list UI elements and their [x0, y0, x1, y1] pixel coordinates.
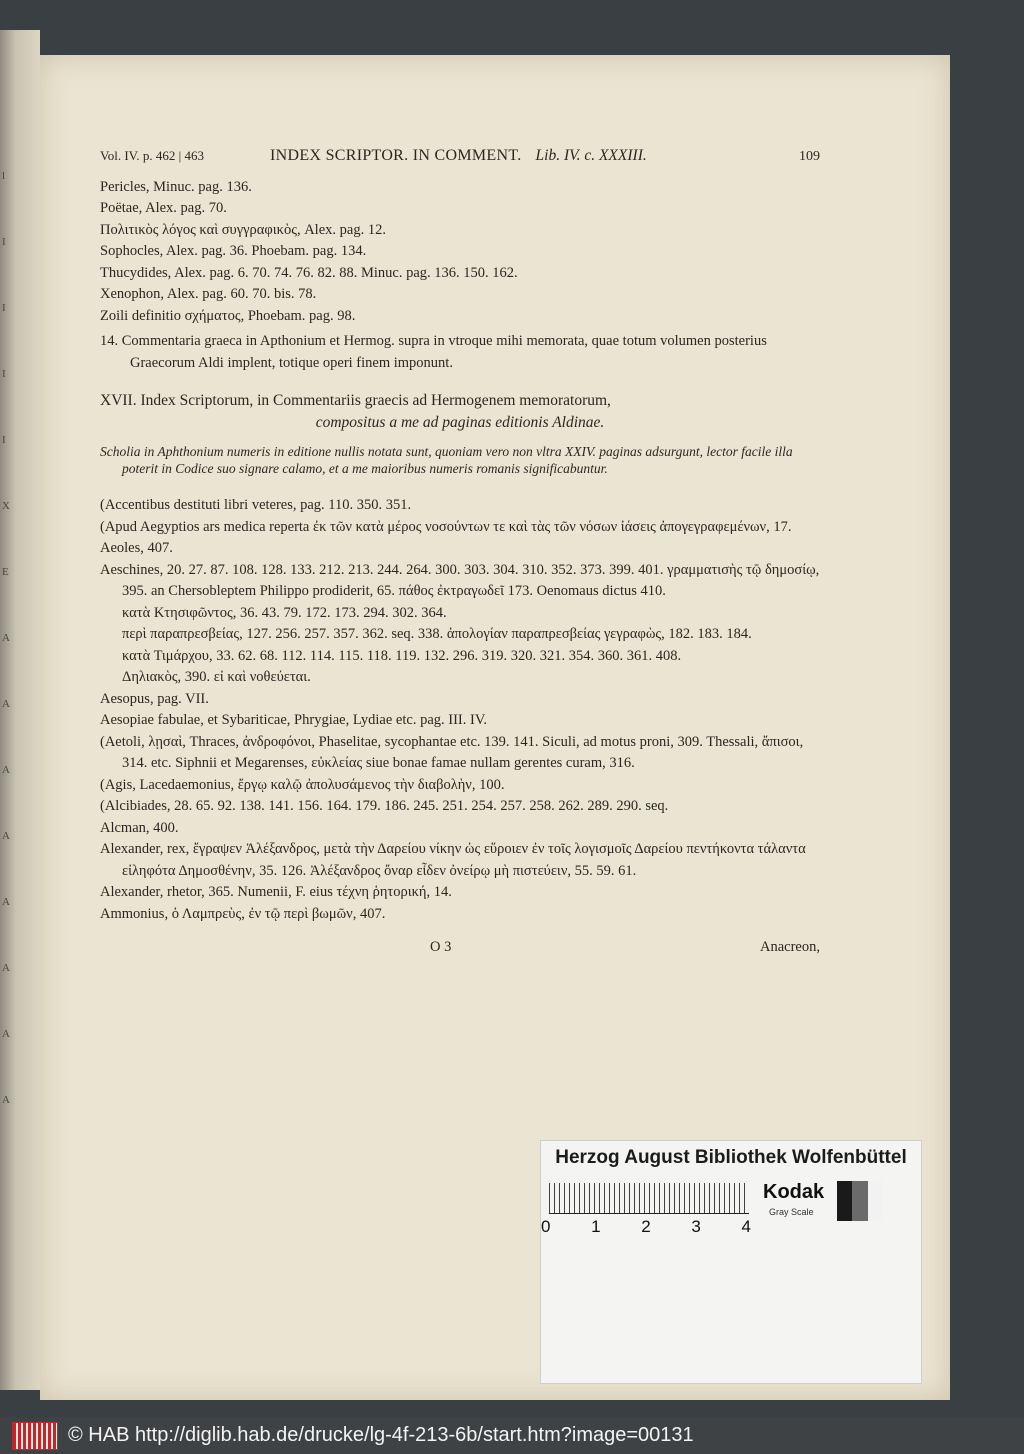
index-entry: Ammonius, ὁ Λαμπρεὺς, ἐν τῷ περὶ βωμῶν, 407.	[100, 905, 386, 922]
index-entry: Alcman, 400.	[100, 819, 179, 836]
index-subentry: περὶ παραπρεσβείας, 127. 256. 257. 357. 362. seq. 338. ἀπολογίαν παραπρεσβείας γεγραφὼς, 182. 183. 184.	[122, 626, 752, 642]
gray-patch	[837, 1181, 852, 1221]
scholia-note: Scholia in Aphthonium numeris in editione nullis notata sunt, quoniam vero non vltra XXIV. paginas adsurgunt, lector facile illa poterit in Codice suo signare calamo, et a me maioribus numeris romanis significabuntur.	[100, 444, 793, 476]
index-subentry: κατὰ Τιμάρχου, 33. 62. 68. 112. 114. 115. 118. 119. 132. 296. 319. 320. 321. 354. 360. 361. 408.	[122, 647, 682, 664]
color-reference-chart	[540, 1140, 922, 1384]
edge-letter: A	[2, 896, 10, 908]
index-entry: Xenophon, Alex. pag. 60. 70. bis. 78.	[100, 286, 317, 302]
section-14-paragraph: 14. Commentaria graeca in Apthonium et Hermog. supra in vtroque mihi memorata, quae totum volumen posterius Graecorum Aldi implent, totique operi finem imponunt.	[100, 333, 767, 371]
index-entry: Aeoles, 407.	[100, 540, 173, 556]
edge-letter: A	[2, 764, 10, 776]
index-entry: Pericles, Minuc. pag. 136.	[100, 178, 252, 195]
previous-page-edge	[0, 30, 40, 1390]
edge-letter: A	[2, 698, 10, 710]
gray-scale-label: Gray Scale	[769, 1207, 814, 1217]
ruler-scale	[549, 1179, 749, 1214]
page-number: 109	[799, 149, 820, 164]
signature-mark: O 3	[430, 939, 452, 955]
index-entry: Zoili definitio σχήματος, Phoebam. pag. 98.	[100, 307, 356, 324]
index-subentry: κατὰ Κτησιφῶντος, 36. 43. 79. 172. 173. 294. 302. 364.	[122, 604, 447, 621]
section-xvii-title: XVII. Index Scriptorum, in Commentariis graecis ad Hermogenem memoratorum,	[100, 392, 611, 409]
edge-letter: X	[2, 500, 10, 512]
gray-patches	[837, 1181, 883, 1221]
index-entry: Aesopus, pag. VII.	[100, 690, 209, 707]
index-entries-top	[100, 177, 820, 328]
gray-patch	[852, 1181, 867, 1221]
edge-letter: I	[2, 368, 6, 380]
index-entry: Πολιτικὸς λόγος καὶ συγγραφικὸς, Alex. pag. 12.	[100, 221, 386, 238]
edge-letter: A	[2, 1028, 10, 1040]
book-reference: Lib. IV. c. XXXIII.	[535, 147, 647, 164]
ruler-numbers	[541, 1217, 751, 1237]
edge-letter: A	[2, 632, 10, 644]
ruler-number: 1	[591, 1217, 601, 1236]
gray-patch	[868, 1181, 883, 1221]
ruler-number: 4	[741, 1217, 751, 1236]
edge-letter: A	[2, 830, 10, 842]
edge-letter: I	[2, 302, 6, 314]
running-head	[100, 145, 820, 169]
ruler-ticks	[549, 1183, 749, 1213]
kodak-logo: Kodak	[763, 1181, 825, 1203]
chart-library-title: Herzog August Bibliothek Wolfenbüttel	[555, 1147, 907, 1168]
index-entry: (Accentibus destituti libri veteres, pag. 110. 350. 351.	[100, 497, 412, 513]
ruler-number: 2	[641, 1217, 651, 1236]
page-content	[100, 145, 820, 959]
edge-letter: A	[2, 962, 10, 974]
index-entry: (Alcibiades, 28. 65. 92. 138. 141. 156. 164. 179. 186. 245. 251. 254. 257. 258. 262. 289. 290. seq.	[100, 798, 669, 814]
page-foot	[100, 937, 820, 959]
edge-letter: l	[2, 170, 6, 182]
volume-reference: Vol. IV. p. 462 | 463	[100, 148, 204, 163]
index-entry: Sophocles, Alex. pag. 36. Phoebam. pag. 134.	[100, 243, 367, 259]
index-entries-main	[100, 495, 820, 925]
index-entry: (Agis, Lacedaemonius, ἔργῳ καλῷ ἀπολυσάμενος τὴν διαβολὴν, 100.	[100, 776, 505, 793]
ruler-number: 0	[541, 1217, 551, 1236]
edge-letters	[0, 170, 14, 1170]
index-entry: Alexander, rex, ἔγραψεν Ἀλέξανδρος, μετὰ τὴν Δαρείου νίκην ὡς εὕροιεν ἐν τοῖς λογισμοῖς Δαρείου πεντήκοντα τάλαντα εἰληφότα Δημοσθένην, 35. 126. Ἀλέξανδρος ὄναρ εἶδεν ὀνείρῳ μὴ πιστεύειν, 55. 59. 61.	[100, 841, 806, 879]
edge-letter: A	[2, 1094, 10, 1106]
index-entry: Aeschines, 20. 27. 87. 108. 128. 133. 212. 213. 244. 264. 300. 303. 304. 310. 352. 373. 399. 401. γραμματισὴς τῷ δημοσίῳ, 395. an Chersobleptem Philippo prodiderit, 65. πάθος ἐκτραγωδεῖ 173. Oenomaus dictus 410.	[100, 561, 820, 599]
index-entry: Aesopiae fabulae, et Sybariticae, Phrygiae, Lydiae etc. pag. III. IV.	[100, 712, 488, 728]
index-entry: Poëtae, Alex. pag. 70.	[100, 200, 227, 216]
ruler-number: 3	[691, 1217, 701, 1236]
index-entry: Alexander, rhetor, 365. Numenii, F. eius τέχνη ῥητορική, 14.	[100, 884, 452, 900]
edge-letter: I	[2, 434, 6, 446]
index-subentry: Δηλιακὸς, 390. εἰ καὶ νοθεύεται.	[122, 669, 311, 685]
index-entry: Thucydides, Alex. pag. 6. 70. 74. 76. 82. 88. Minuc. pag. 136. 150. 162.	[100, 264, 518, 281]
footer-bar	[0, 1417, 1024, 1454]
index-entry: (Apud Aegyptios ars medica reperta ἐκ τῶν κατὰ μέρος νοσούντων τε καὶ τὰς τῶν νόσων ἰάσεις ἀπογεγραφεμένων, 17.	[100, 518, 792, 535]
index-entry: (Aetoli, λῃσαὶ, Thraces, ἀνδροφόνοι, Phaselitae, sycophantae etc. 139. 141. Siculi, ad motus proni, 309. Thessali, ἄπισοι, 314. etc. Siphnii et Megarenses, εὐκλείας siue bonae famae nullam gerentes curam, 316.	[100, 733, 804, 771]
section-xvii-subtitle: compositus a me ad paginas editionis Aldinae.	[315, 413, 605, 431]
section-xvii-heading	[100, 390, 820, 433]
running-title: INDEX SCRIPTOR. IN COMMENT.	[270, 147, 522, 164]
catchword: Anacreon,	[760, 939, 820, 955]
hab-logo-icon	[12, 1422, 58, 1450]
source-url-link[interactable]: © HAB http://diglib.hab.de/drucke/lg-4f-213-6b/start.htm?image=00131	[68, 1424, 694, 1446]
edge-letter: I	[2, 236, 6, 248]
edge-letter: E	[2, 566, 9, 578]
